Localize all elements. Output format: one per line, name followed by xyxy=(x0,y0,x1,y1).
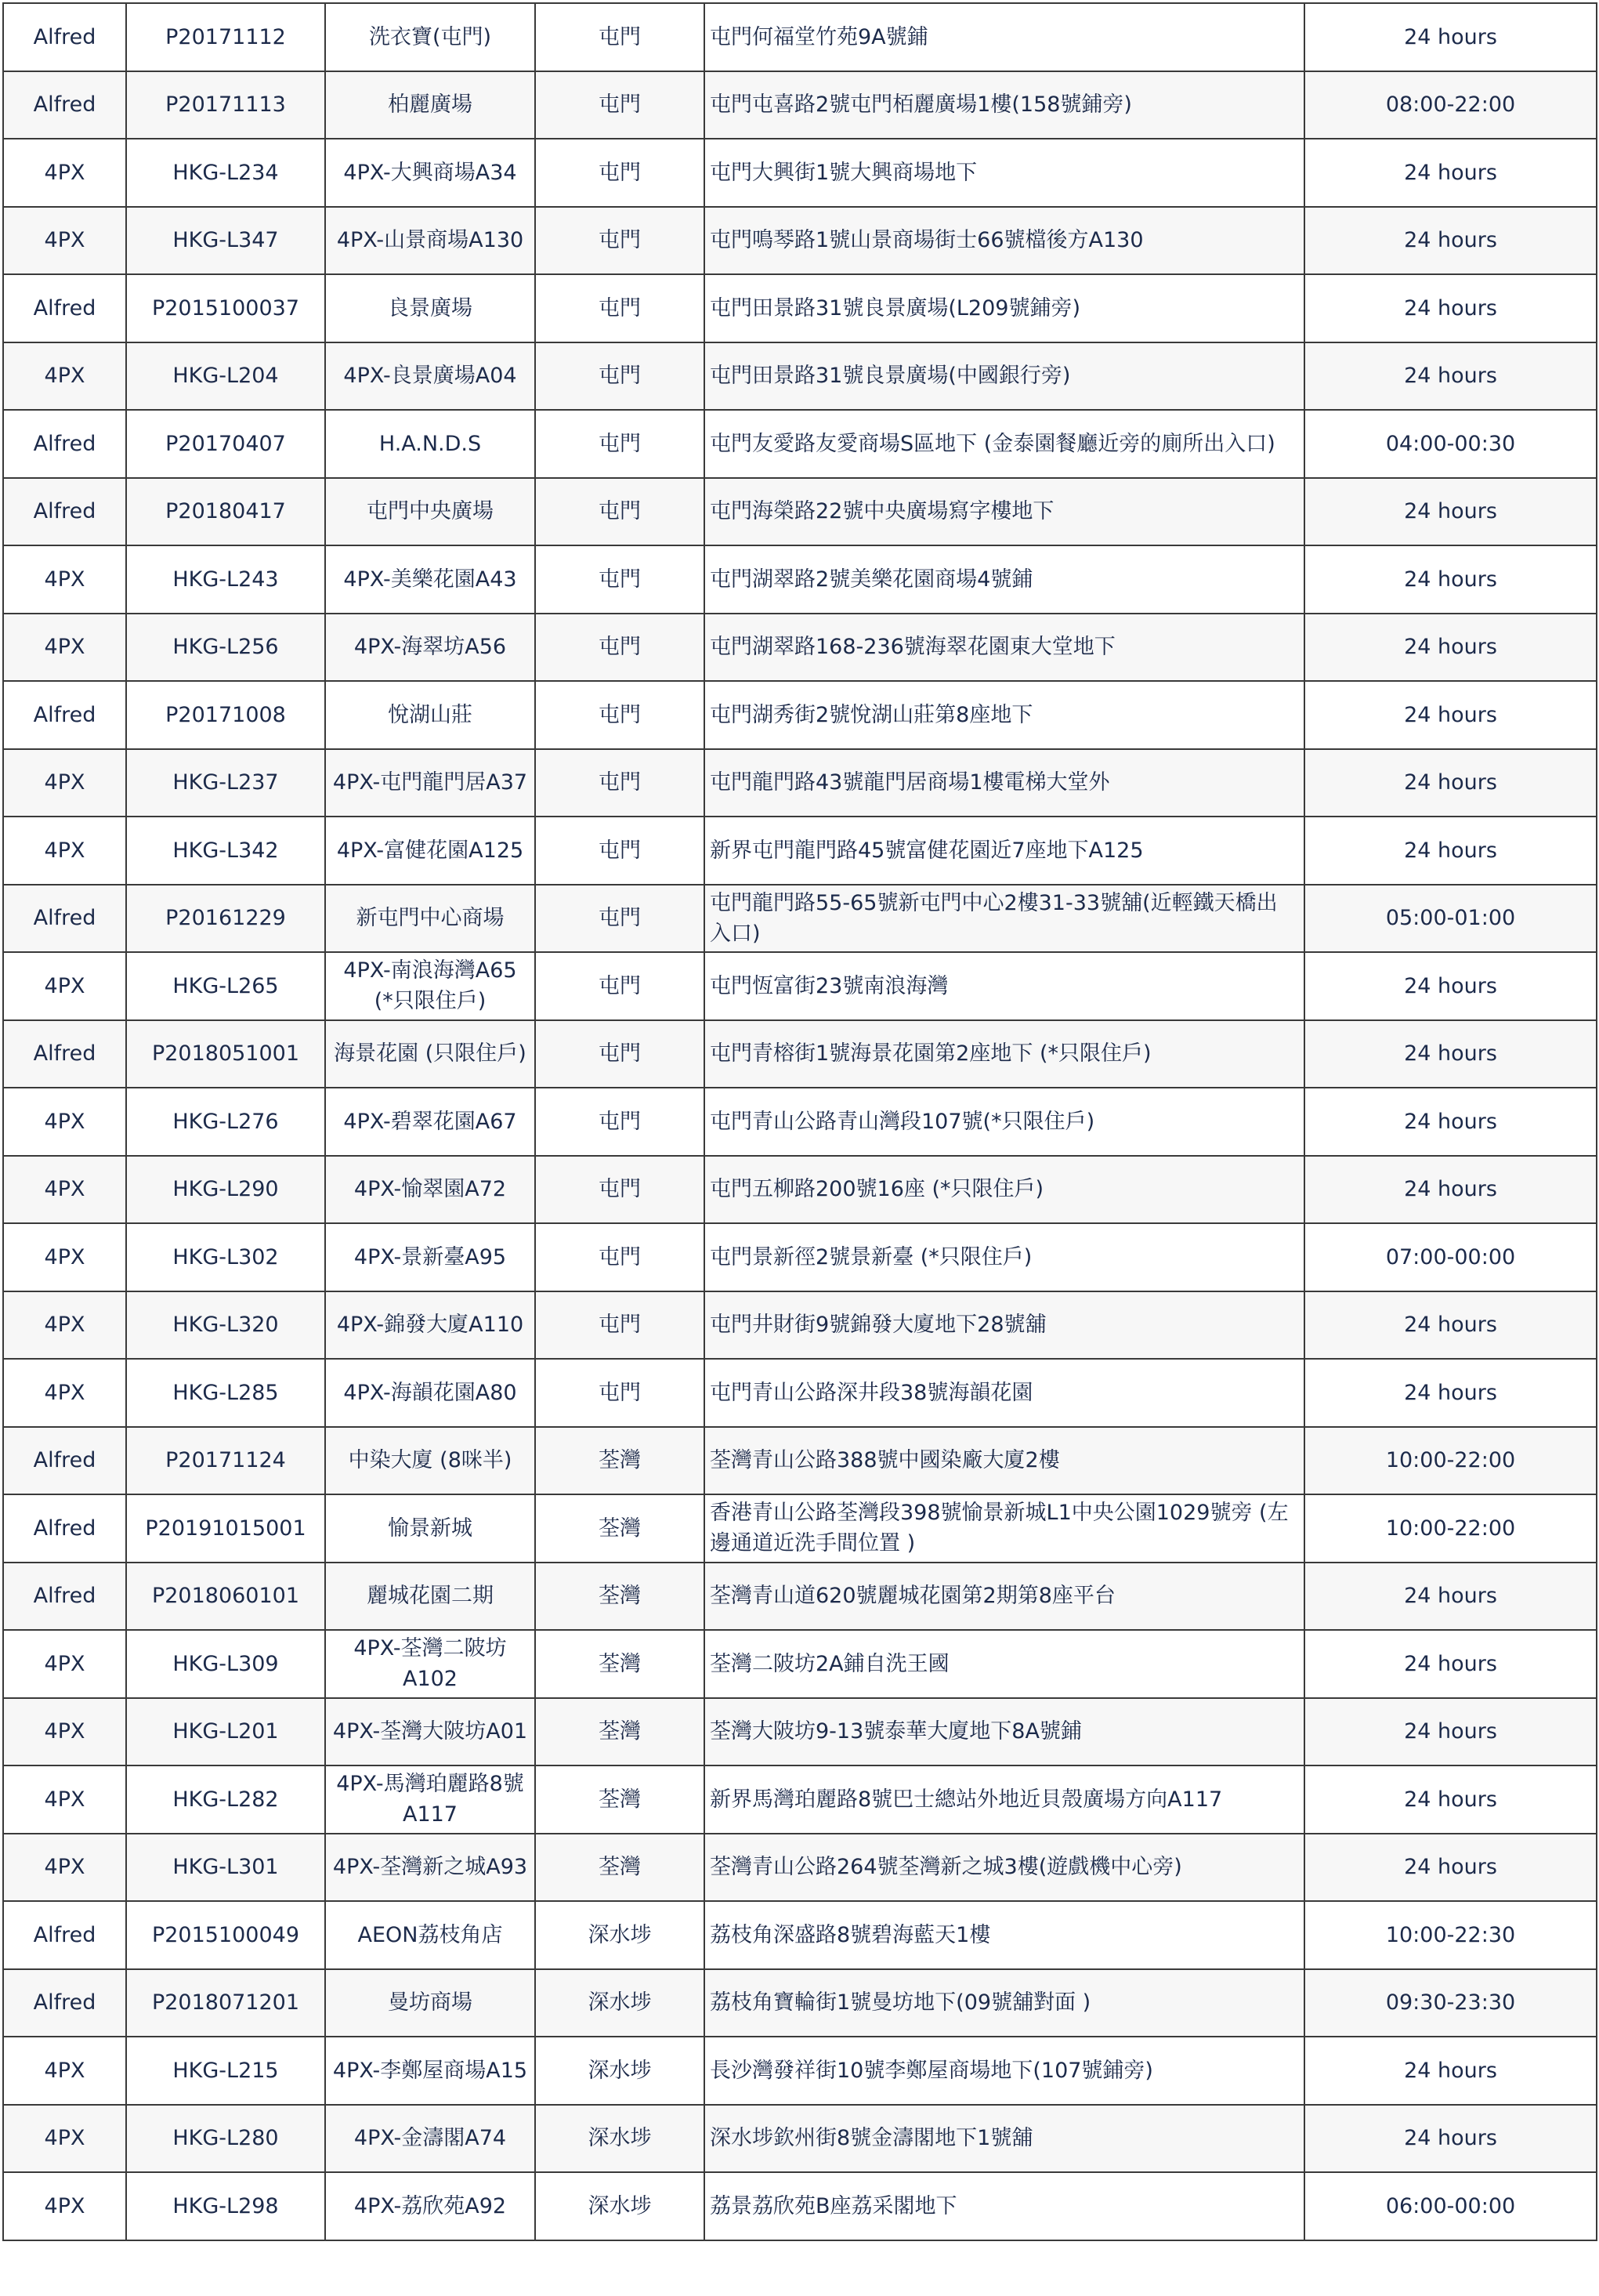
locker-code-cell: HKG-L285 xyxy=(126,1359,325,1427)
district-cell: 荃灣 xyxy=(535,1765,704,1834)
table-row xyxy=(3,1834,1597,1902)
pickup-locations-table xyxy=(2,2,1597,2241)
operator-cell: 4PX xyxy=(3,2105,126,2173)
operator-cell: 4PX xyxy=(3,952,126,1020)
operator-cell: Alfred xyxy=(3,410,126,478)
address-cell: 屯門五柳路200號16座 (*只限住戶) xyxy=(704,1156,1304,1224)
location-name-cell: 4PX-屯門龍門居A37 xyxy=(325,749,535,817)
district-cell: 荃灣 xyxy=(535,1834,704,1902)
table-row xyxy=(3,749,1597,817)
table-row xyxy=(3,817,1597,885)
opening-hours-cell: 24 hours xyxy=(1304,3,1597,71)
address-cell: 屯門屯喜路2號屯門栢麗廣場1樓(158號鋪旁) xyxy=(704,71,1304,139)
locker-code-cell: P2018051001 xyxy=(126,1020,325,1088)
district-cell: 屯門 xyxy=(535,1291,704,1360)
address-cell: 長沙灣發祥街10號李鄭屋商場地下(107號鋪旁) xyxy=(704,2037,1304,2105)
operator-cell: 4PX xyxy=(3,1088,126,1156)
address-cell: 香港青山公路荃灣段398號愉景新城L1中央公園1029號旁 (左邊通道近洗手間位置 ) xyxy=(704,1494,1304,1563)
table-row xyxy=(3,139,1597,207)
location-name-cell: 柏麗廣場 xyxy=(325,71,535,139)
opening-hours-cell: 07:00-00:00 xyxy=(1304,1223,1597,1291)
location-name-cell: H.A.N.D.S xyxy=(325,410,535,478)
district-cell: 荃灣 xyxy=(535,1563,704,1631)
address-cell: 屯門青榕街1號海景花園第2座地下 (*只限住戶) xyxy=(704,1020,1304,1088)
location-name-cell: 中染大廈 (8咪半) xyxy=(325,1427,535,1495)
location-name-cell: 4PX-山景商場A130 xyxy=(325,207,535,275)
opening-hours-cell: 24 hours xyxy=(1304,681,1597,749)
address-cell: 荔枝角寶輪街1號曼坊地下(09號舖對面 ) xyxy=(704,1969,1304,2037)
opening-hours-cell: 24 hours xyxy=(1304,1698,1597,1766)
locker-code-cell: HKG-L237 xyxy=(126,749,325,817)
opening-hours-cell: 24 hours xyxy=(1304,1765,1597,1834)
district-cell: 屯門 xyxy=(535,207,704,275)
locker-code-cell: HKG-L298 xyxy=(126,2172,325,2240)
district-cell: 屯門 xyxy=(535,952,704,1020)
table-row xyxy=(3,1901,1597,1969)
opening-hours-cell: 24 hours xyxy=(1304,274,1597,342)
location-name-cell: 4PX-荃灣新之城A93 xyxy=(325,1834,535,1902)
locker-code-cell: HKG-L309 xyxy=(126,1630,325,1698)
table-body xyxy=(3,3,1597,2240)
locker-code-cell: P2015100037 xyxy=(126,274,325,342)
location-name-cell: 4PX-荃灣大陂坊A01 xyxy=(325,1698,535,1766)
opening-hours-cell: 24 hours xyxy=(1304,1156,1597,1224)
table-row xyxy=(3,1563,1597,1631)
district-cell: 屯門 xyxy=(535,71,704,139)
opening-hours-cell: 24 hours xyxy=(1304,614,1597,682)
opening-hours-cell: 24 hours xyxy=(1304,478,1597,546)
locker-code-cell: HKG-L201 xyxy=(126,1698,325,1766)
district-cell: 深水埗 xyxy=(535,1969,704,2037)
address-cell: 荃灣青山道620號麗城花園第2期第8座平台 xyxy=(704,1563,1304,1631)
district-cell: 屯門 xyxy=(535,1223,704,1291)
address-cell: 荃灣大陂坊9-13號泰華大廈地下8A號鋪 xyxy=(704,1698,1304,1766)
address-cell: 屯門田景路31號良景廣場(中國銀行旁) xyxy=(704,342,1304,411)
operator-cell: 4PX xyxy=(3,1630,126,1698)
location-name-cell: 4PX-良景廣場A04 xyxy=(325,342,535,411)
locker-code-cell: HKG-L302 xyxy=(126,1223,325,1291)
opening-hours-cell: 24 hours xyxy=(1304,817,1597,885)
address-cell: 屯門田景路31號良景廣場(L209號鋪旁) xyxy=(704,274,1304,342)
location-name-cell: 新屯門中心商場 xyxy=(325,885,535,953)
opening-hours-cell: 24 hours xyxy=(1304,1563,1597,1631)
operator-cell: 4PX xyxy=(3,817,126,885)
table-row xyxy=(3,952,1597,1020)
address-cell: 屯門青山公路青山灣段107號(*只限住戶) xyxy=(704,1088,1304,1156)
operator-cell: 4PX xyxy=(3,2172,126,2240)
location-name-cell: 4PX-美樂花園A43 xyxy=(325,545,535,614)
location-name-cell: 悅湖山莊 xyxy=(325,681,535,749)
locker-code-cell: HKG-L215 xyxy=(126,2037,325,2105)
table-row xyxy=(3,885,1597,953)
locker-code-cell: HKG-L282 xyxy=(126,1765,325,1834)
locker-code-cell: HKG-L280 xyxy=(126,2105,325,2173)
opening-hours-cell: 24 hours xyxy=(1304,2105,1597,2173)
location-name-cell: 曼坊商場 xyxy=(325,1969,535,2037)
location-name-cell: 4PX-愉翠園A72 xyxy=(325,1156,535,1224)
opening-hours-cell: 24 hours xyxy=(1304,1088,1597,1156)
locker-code-cell: P20180417 xyxy=(126,478,325,546)
operator-cell: Alfred xyxy=(3,1427,126,1495)
address-cell: 新界屯門龍門路45號富健花園近7座地下A125 xyxy=(704,817,1304,885)
locker-code-cell: P2018060101 xyxy=(126,1563,325,1631)
locker-code-cell: HKG-L290 xyxy=(126,1156,325,1224)
location-name-cell: 4PX-海翠坊A56 xyxy=(325,614,535,682)
locker-code-cell: P20161229 xyxy=(126,885,325,953)
address-cell: 屯門何福堂竹苑9A號鋪 xyxy=(704,3,1304,71)
operator-cell: 4PX xyxy=(3,1156,126,1224)
operator-cell: Alfred xyxy=(3,1020,126,1088)
operator-cell: Alfred xyxy=(3,1563,126,1631)
opening-hours-cell: 24 hours xyxy=(1304,207,1597,275)
district-cell: 荃灣 xyxy=(535,1630,704,1698)
address-cell: 新界馬灣珀麗路8號巴士總站外地近貝殼廣場方向A117 xyxy=(704,1765,1304,1834)
table-row xyxy=(3,545,1597,614)
table-row xyxy=(3,207,1597,275)
locker-code-cell: HKG-L342 xyxy=(126,817,325,885)
opening-hours-cell: 24 hours xyxy=(1304,342,1597,411)
table-row xyxy=(3,2105,1597,2173)
operator-cell: Alfred xyxy=(3,274,126,342)
operator-cell: Alfred xyxy=(3,1969,126,2037)
opening-hours-cell: 09:30-23:30 xyxy=(1304,1969,1597,2037)
table-row xyxy=(3,1494,1597,1563)
district-cell: 深水埗 xyxy=(535,2105,704,2173)
opening-hours-cell: 10:00-22:00 xyxy=(1304,1494,1597,1563)
operator-cell: 4PX xyxy=(3,1291,126,1360)
table-row xyxy=(3,342,1597,411)
district-cell: 屯門 xyxy=(535,885,704,953)
table-row xyxy=(3,2037,1597,2105)
locker-code-cell: HKG-L347 xyxy=(126,207,325,275)
opening-hours-cell: 24 hours xyxy=(1304,1020,1597,1088)
opening-hours-cell: 10:00-22:00 xyxy=(1304,1427,1597,1495)
table-row xyxy=(3,1630,1597,1698)
district-cell: 屯門 xyxy=(535,139,704,207)
table-row xyxy=(3,1765,1597,1834)
district-cell: 屯門 xyxy=(535,1020,704,1088)
location-name-cell: 麗城花園二期 xyxy=(325,1563,535,1631)
location-name-cell: 4PX-大興商場A34 xyxy=(325,139,535,207)
table-row xyxy=(3,410,1597,478)
locker-code-cell: HKG-L265 xyxy=(126,952,325,1020)
opening-hours-cell: 05:00-01:00 xyxy=(1304,885,1597,953)
district-cell: 屯門 xyxy=(535,3,704,71)
operator-cell: 4PX xyxy=(3,1698,126,1766)
locker-code-cell: P20171124 xyxy=(126,1427,325,1495)
opening-hours-cell: 24 hours xyxy=(1304,545,1597,614)
opening-hours-cell: 24 hours xyxy=(1304,952,1597,1020)
locker-code-cell: P20171112 xyxy=(126,3,325,71)
address-cell: 屯門友愛路友愛商場S區地下 (金泰園餐廳近旁的廁所出入口) xyxy=(704,410,1304,478)
district-cell: 深水埗 xyxy=(535,2037,704,2105)
district-cell: 荃灣 xyxy=(535,1494,704,1563)
locker-code-cell: P20170407 xyxy=(126,410,325,478)
location-name-cell: 屯門中央廣場 xyxy=(325,478,535,546)
operator-cell: Alfred xyxy=(3,3,126,71)
address-cell: 屯門龍門路55-65號新屯門中心2樓31-33號舖(近輕鐵天橋出入口) xyxy=(704,885,1304,953)
table-row xyxy=(3,1359,1597,1427)
district-cell: 屯門 xyxy=(535,614,704,682)
location-name-cell: 4PX-碧翠花園A67 xyxy=(325,1088,535,1156)
opening-hours-cell: 24 hours xyxy=(1304,1359,1597,1427)
opening-hours-cell: 24 hours xyxy=(1304,2037,1597,2105)
table-row xyxy=(3,1291,1597,1360)
table-row xyxy=(3,1223,1597,1291)
location-name-cell: 海景花園 (只限住戶) xyxy=(325,1020,535,1088)
location-name-cell: 4PX-海韻花園A80 xyxy=(325,1359,535,1427)
district-cell: 深水埗 xyxy=(535,1901,704,1969)
district-cell: 屯門 xyxy=(535,478,704,546)
address-cell: 屯門恆富街23號南浪海灣 xyxy=(704,952,1304,1020)
district-cell: 屯門 xyxy=(535,1156,704,1224)
address-cell: 屯門龍門路43號龍門居商場1樓電梯大堂外 xyxy=(704,749,1304,817)
locker-code-cell: P20171008 xyxy=(126,681,325,749)
table-row xyxy=(3,614,1597,682)
address-cell: 屯門湖翠路168-236號海翠花園東大堂地下 xyxy=(704,614,1304,682)
address-cell: 屯門景新徑2號景新臺 (*只限住戶) xyxy=(704,1223,1304,1291)
address-cell: 屯門井財街9號錦發大廈地下28號舖 xyxy=(704,1291,1304,1360)
district-cell: 屯門 xyxy=(535,749,704,817)
address-cell: 屯門湖翠路2號美樂花園商場4號鋪 xyxy=(704,545,1304,614)
location-name-cell: 4PX-荔欣苑A92 xyxy=(325,2172,535,2240)
opening-hours-cell: 24 hours xyxy=(1304,1630,1597,1698)
locker-code-cell: P2018071201 xyxy=(126,1969,325,2037)
address-cell: 屯門青山公路深井段38號海韻花園 xyxy=(704,1359,1304,1427)
operator-cell: 4PX xyxy=(3,2037,126,2105)
district-cell: 屯門 xyxy=(535,681,704,749)
location-name-cell: AEON荔枝角店 xyxy=(325,1901,535,1969)
operator-cell: Alfred xyxy=(3,1494,126,1563)
table-row xyxy=(3,1156,1597,1224)
location-name-cell: 4PX-南浪海灣A65 (*只限住戶) xyxy=(325,952,535,1020)
opening-hours-cell: 10:00-22:30 xyxy=(1304,1901,1597,1969)
table-row xyxy=(3,1698,1597,1766)
address-cell: 屯門大興街1號大興商場地下 xyxy=(704,139,1304,207)
opening-hours-cell: 24 hours xyxy=(1304,139,1597,207)
operator-cell: 4PX xyxy=(3,139,126,207)
opening-hours-cell: 24 hours xyxy=(1304,749,1597,817)
operator-cell: Alfred xyxy=(3,1901,126,1969)
district-cell: 屯門 xyxy=(535,342,704,411)
location-name-cell: 愉景新城 xyxy=(325,1494,535,1563)
address-cell: 荔枝角深盛路8號碧海藍天1樓 xyxy=(704,1901,1304,1969)
operator-cell: 4PX xyxy=(3,1223,126,1291)
locker-code-cell: HKG-L276 xyxy=(126,1088,325,1156)
opening-hours-cell: 08:00-22:00 xyxy=(1304,71,1597,139)
table-row xyxy=(3,478,1597,546)
locker-code-cell: P20171113 xyxy=(126,71,325,139)
table-row xyxy=(3,1969,1597,2037)
operator-cell: Alfred xyxy=(3,885,126,953)
table-row xyxy=(3,681,1597,749)
location-name-cell: 4PX-馬灣珀麗路8號A117 xyxy=(325,1765,535,1834)
location-name-cell: 4PX-景新臺A95 xyxy=(325,1223,535,1291)
operator-cell: 4PX xyxy=(3,207,126,275)
table-row xyxy=(3,1020,1597,1088)
district-cell: 屯門 xyxy=(535,545,704,614)
address-cell: 屯門湖秀街2號悅湖山莊第8座地下 xyxy=(704,681,1304,749)
district-cell: 荃灣 xyxy=(535,1427,704,1495)
locker-code-cell: P20191015001 xyxy=(126,1494,325,1563)
table-row xyxy=(3,1427,1597,1495)
district-cell: 屯門 xyxy=(535,1359,704,1427)
table-row xyxy=(3,71,1597,139)
locker-code-cell: HKG-L234 xyxy=(126,139,325,207)
operator-cell: 4PX xyxy=(3,545,126,614)
locker-code-cell: HKG-L243 xyxy=(126,545,325,614)
address-cell: 屯門海榮路22號中央廣場寫字樓地下 xyxy=(704,478,1304,546)
table-row xyxy=(3,3,1597,71)
locker-code-cell: HKG-L320 xyxy=(126,1291,325,1360)
district-cell: 深水埗 xyxy=(535,2172,704,2240)
location-name-cell: 4PX-富健花園A125 xyxy=(325,817,535,885)
location-name-cell: 良景廣場 xyxy=(325,274,535,342)
address-cell: 荔景荔欣苑B座荔采閣地下 xyxy=(704,2172,1304,2240)
opening-hours-cell: 06:00-00:00 xyxy=(1304,2172,1597,2240)
table-row xyxy=(3,274,1597,342)
address-cell: 荃灣青山公路264號荃灣新之城3樓(遊戲機中心旁) xyxy=(704,1834,1304,1902)
location-name-cell: 4PX-錦發大廈A110 xyxy=(325,1291,535,1360)
operator-cell: Alfred xyxy=(3,681,126,749)
pickup-locations-table-container xyxy=(2,2,1596,2241)
operator-cell: 4PX xyxy=(3,1834,126,1902)
district-cell: 屯門 xyxy=(535,410,704,478)
opening-hours-cell: 24 hours xyxy=(1304,1834,1597,1902)
operator-cell: 4PX xyxy=(3,342,126,411)
operator-cell: 4PX xyxy=(3,749,126,817)
opening-hours-cell: 24 hours xyxy=(1304,1291,1597,1360)
district-cell: 屯門 xyxy=(535,1088,704,1156)
table-row xyxy=(3,1088,1597,1156)
location-name-cell: 4PX-金濤閣A74 xyxy=(325,2105,535,2173)
table-row xyxy=(3,2172,1597,2240)
location-name-cell: 4PX-荃灣二陂坊A102 xyxy=(325,1630,535,1698)
address-cell: 荃灣青山公路388號中國染廠大廈2樓 xyxy=(704,1427,1304,1495)
opening-hours-cell: 04:00-00:30 xyxy=(1304,410,1597,478)
operator-cell: 4PX xyxy=(3,614,126,682)
locker-code-cell: HKG-L256 xyxy=(126,614,325,682)
location-name-cell: 4PX-李鄭屋商場A15 xyxy=(325,2037,535,2105)
locker-code-cell: P2015100049 xyxy=(126,1901,325,1969)
location-name-cell: 洗衣寶(屯門) xyxy=(325,3,535,71)
address-cell: 屯門鳴琴路1號山景商場街士66號檔後方A130 xyxy=(704,207,1304,275)
district-cell: 屯門 xyxy=(535,274,704,342)
operator-cell: Alfred xyxy=(3,478,126,546)
locker-code-cell: HKG-L301 xyxy=(126,1834,325,1902)
address-cell: 深水埗欽州街8號金濤閣地下1號舖 xyxy=(704,2105,1304,2173)
district-cell: 荃灣 xyxy=(535,1698,704,1766)
district-cell: 屯門 xyxy=(535,817,704,885)
address-cell: 荃灣二陂坊2A鋪自洗王國 xyxy=(704,1630,1304,1698)
locker-code-cell: HKG-L204 xyxy=(126,342,325,411)
operator-cell: 4PX xyxy=(3,1765,126,1834)
operator-cell: Alfred xyxy=(3,71,126,139)
operator-cell: 4PX xyxy=(3,1359,126,1427)
